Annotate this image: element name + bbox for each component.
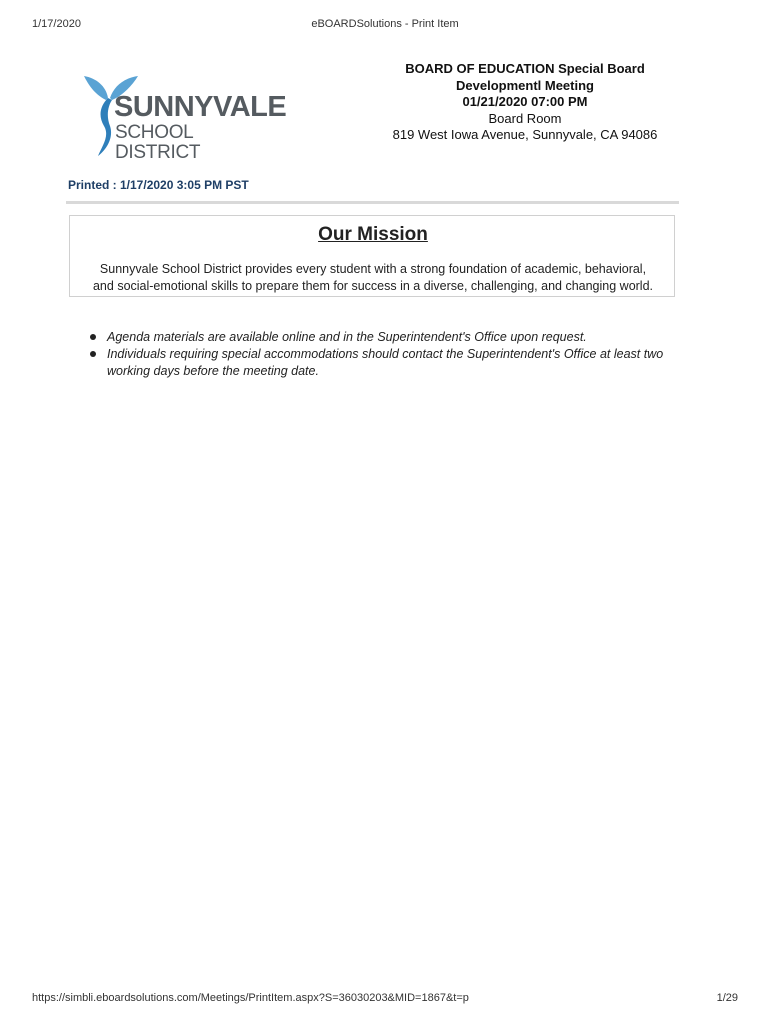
- meeting-title-line2: Developmentl Meeting: [456, 77, 594, 93]
- print-title: eBOARDSolutions - Print Item: [311, 18, 459, 30]
- mission-line1: Sunnyvale School District provides every student with a strong foundation of academic, behavioral,: [99, 262, 647, 276]
- print-footer: [0, 992, 770, 1012]
- bullet-icon: [90, 334, 96, 340]
- printed-timestamp: Printed : 1/17/2020 3:05 PM PST: [68, 178, 249, 192]
- page-url[interactable]: https://simbli.eboardsolutions.com/Meetings/PrintItem.aspx?S=36030203&MID=1867&t=p: [32, 992, 469, 1004]
- bullet-icon: [90, 351, 96, 357]
- meeting-datetime: 01/21/2020 07:00 PM: [462, 94, 588, 109]
- print-date: 1/17/2020: [32, 18, 81, 30]
- district-logo: [84, 72, 287, 163]
- meeting-info: [380, 61, 670, 144]
- mission-text: [76, 261, 670, 295]
- list-item: [88, 329, 678, 346]
- meeting-title-line1: BOARD OF EDUCATION Special Board: [405, 61, 645, 76]
- logo-line2: SCHOOL DISTRICT: [115, 122, 201, 163]
- logo-line1: SUNNYVALE: [114, 91, 287, 123]
- divider: [66, 201, 679, 204]
- note-text: Agenda materials are available online and in the Superintendent's Office upon request.: [107, 330, 587, 344]
- note-text: Individuals requiring special accommodations should contact the Superintendent's Office at least two working days before the meeting date.: [107, 347, 664, 378]
- mission-line2: and social-emotional skills to prepare them for success in a diverse, challenging, and changing world.: [92, 279, 654, 293]
- list-item: [88, 346, 678, 380]
- notes-list: [88, 329, 678, 380]
- meeting-location: Board Room: [488, 110, 562, 126]
- meeting-address: 819 West Iowa Avenue, Sunnyvale, CA 94086: [392, 127, 658, 142]
- mission-box: [69, 215, 675, 297]
- print-header: [0, 0, 770, 30]
- mission-heading: Our Mission: [318, 224, 428, 245]
- page-number: 1/29: [716, 992, 738, 1004]
